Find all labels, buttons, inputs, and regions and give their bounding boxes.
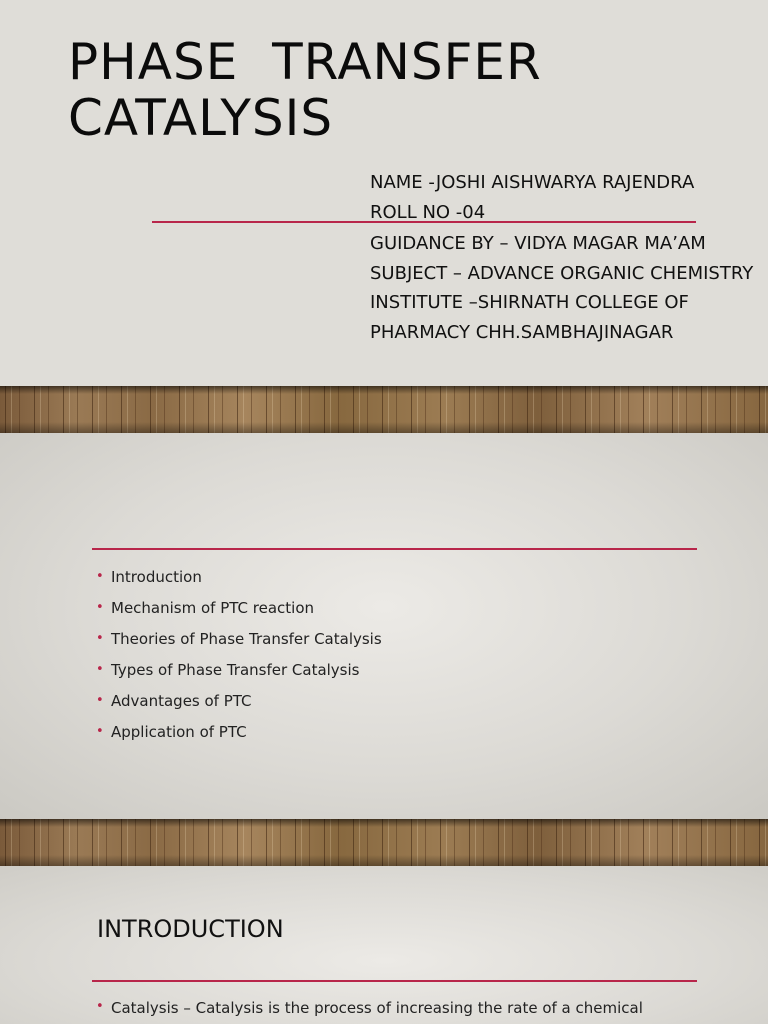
wood-floor-band (0, 386, 768, 433)
author-name: NAME -JOSHI AISHWARYA RAJENDRA (370, 172, 695, 193)
contents-list (96, 565, 382, 751)
bullet-icon: • (96, 662, 104, 677)
bullet-icon: • (96, 631, 104, 646)
bullet-icon: • (96, 724, 104, 739)
bullet-icon: • (96, 600, 104, 615)
list-item: • Advantages of PTC (96, 689, 382, 720)
author-details (370, 168, 760, 347)
accent-divider (92, 980, 697, 982)
wood-floor-band (0, 819, 768, 866)
accent-divider (92, 548, 697, 550)
subject: SUBJECT – ADVANCE ORGANIC CHEMISTRY (370, 262, 754, 284)
slide-title: PHASE TRANSFER CATALYSIS (68, 33, 542, 147)
roll-number: ROLL NO -04 (370, 201, 486, 223)
list-item: • Types of Phase Transfer Catalysis (96, 658, 382, 689)
bullet-icon: • (96, 693, 104, 708)
bullet-icon: • (96, 569, 104, 584)
section-heading: INTRODUCTION (97, 915, 284, 943)
institute: INSTITUTE –SHIRNATH COLLEGE OF PHARMACY CHH.SAMBHAJINAGAR (370, 292, 689, 343)
list-item: • Catalysis – Catalysis is the process of increasing the rate of a chemical (96, 999, 643, 1017)
title-slide (0, 0, 768, 386)
guidance: GUIDANCE BY – VIDYA MAGAR MA’AM (370, 233, 706, 254)
list-item: • Mechanism of PTC reaction (96, 596, 382, 627)
bullet-icon: • (96, 999, 104, 1014)
list-item: • Theories of Phase Transfer Catalysis (96, 627, 382, 658)
list-item: • Application of PTC (96, 720, 382, 751)
list-item: • Introduction (96, 565, 382, 596)
